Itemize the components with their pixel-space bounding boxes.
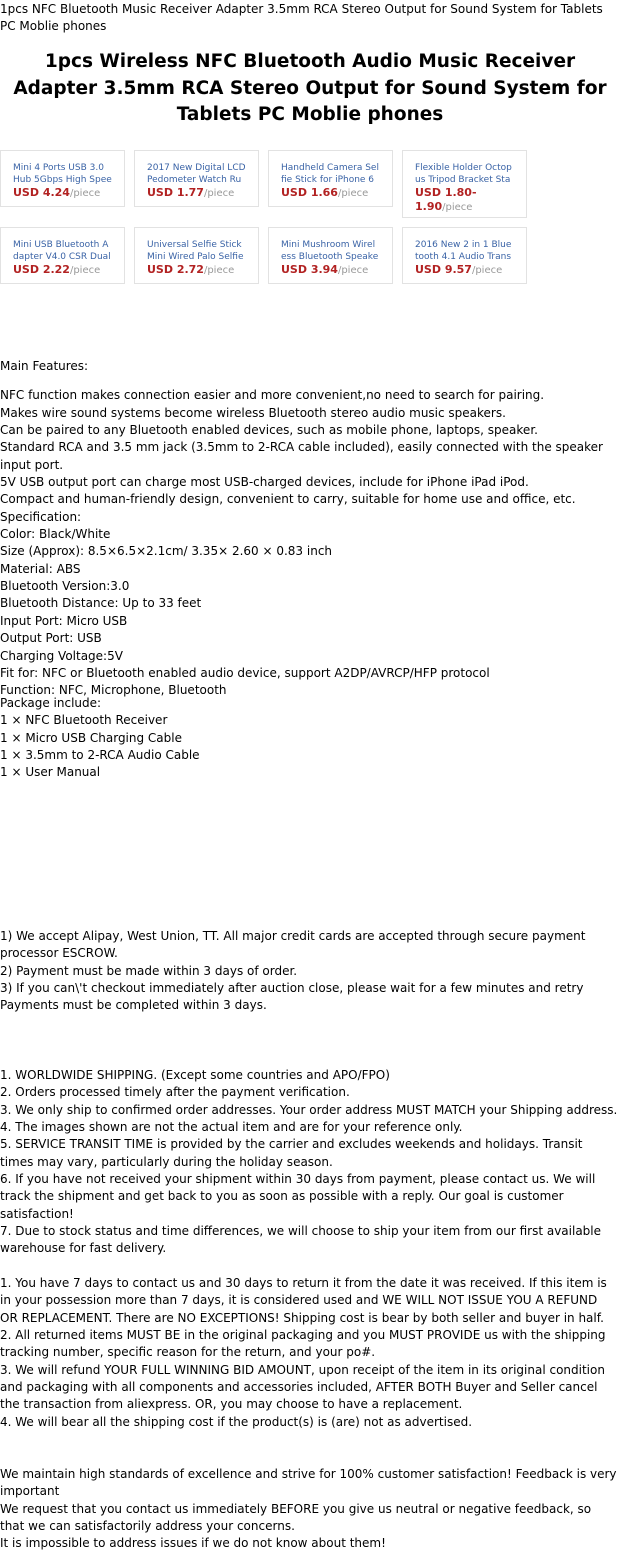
package-item: 1 × 3.5mm to 2-RCA Audio Cable [0,748,200,763]
feature-line: Standard RCA and 3.5 mm jack (3.5mm to 2-RCA cable included), easily connected with the speaker input port. [0,440,603,472]
product-name-link[interactable]: 2016 New 2 in 1 Bluetooth 4.1 Audio Trans [415,240,512,262]
returns-line: 3. We will refund YOUR FULL WINNING BID AMOUNT, upon receipt of the item in its original condition and packaging with all components and accessories included, AFTER BOTH Buyer and Seller cancel the transaction from aliexpress. OR, you may choose to have a replacement. [0,1362,605,1412]
product-price: USD 1.80-1.90 [415,186,477,213]
product-name-link[interactable]: Mini USB Bluetooth Adapter V4.0 CSR Dual [13,240,111,262]
features-heading: Main Features: [0,359,89,373]
price-unit: /piece [337,188,369,199]
product-name-link[interactable]: Handheld Camera Selfie Stick for iPhone 6 [281,163,379,185]
spec-line: Charging Voltage:5V [0,648,123,663]
related-product-tile[interactable] [268,150,393,207]
related-product-tile[interactable] [402,227,527,284]
page-title: 1pcs Wireless NFC Bluetooth Audio Music Receiver Adapter 3.5mm RCA Stereo Output for Sound System for Tablets PC Moblie phones [13,51,607,125]
spec-line: Color: Black/White [0,527,111,542]
feature-line: Can be paired to any Bluetooth enabled devices, such as mobile phone, laptops, speaker. [0,423,538,438]
product-price: USD 1.77 [147,186,204,199]
payment-line: 1) We accept Alipay, West Union, TT. All major credit cards are accepted through secure payment processor ESCROW. [0,929,586,961]
product-name-link[interactable]: Mini 4 Ports USB 3.0 Hub 5Gbps High Spee [13,163,112,185]
related-product-tile[interactable] [0,150,125,207]
spec-line: Input Port: Micro USB [0,613,128,628]
package-item: 1 × NFC Bluetooth Receiver [0,713,168,728]
returns-line: 1. You have 7 days to contact us and 30 days to return it from the date it was received. If this item is in your possession more than 7 days, it is considered used and WE WILL NOT ISSUE YOU A REFUND OR REPLACEMENT. There are NO EXCEPTIONS! Shipping cost is bear by both seller and buyer in half. [0,1276,607,1325]
payment-line: 2) Payment must be made within 3 days of order. [0,963,298,978]
shipping-section [0,1067,618,1258]
related-product-tile[interactable] [268,227,393,284]
feedback-section [0,1466,618,1553]
related-product-tile[interactable] [134,227,259,284]
shipping-line: 3. We only ship to confirmed order addresses. Your order address MUST MATCH your Shipping address. [0,1102,618,1117]
feedback-line: We request that you contact us immediately BEFORE you give us neutral or negative feedback, so that we can satisfactorily address your concerns. [0,1501,592,1534]
spec-line: Size (Approx): 8.5×6.5×2.1cm/ 3.35× 2.60 × 0.83 inch [0,544,333,559]
product-price: USD 4.24 [13,186,70,199]
spec-line: Output Port: USB [0,631,102,646]
feature-line: Makes wire sound systems become wireless Bluetooth stereo audio music speakers. [0,405,506,420]
product-name-link[interactable]: Flexible Holder Octopus Tripod Bracket Sta [415,163,512,185]
package-item: 1 × Micro USB Charging Cable [0,730,182,745]
product-name-link[interactable]: Mini Mushroom Wireless Bluetooth Speake [281,240,379,262]
shipping-line: 7. Due to stock status and time differences, we will choose to ship your item from our first available warehouse for fast delivery. [0,1224,602,1256]
spec-line: Bluetooth Version:3.0 [0,579,130,594]
shipping-line: 6. If you have not received your shipment within 30 days from payment, please contact us. We will track the shipment and get back to you as soon as possible with a reply. Our goal is customer satisfaction! [0,1172,596,1221]
spec-line: Material: ABS [0,561,81,576]
product-price: USD 1.66 [281,186,338,199]
spec-line: Function: NFC, Microphone, Bluetooth [0,683,227,698]
feedback-line: We maintain high standards of excellence and strive for 100% customer satisfaction! Feedback is very important [0,1467,617,1499]
price-unit: /piece [203,188,235,199]
package-item: 1 × User Manual [0,765,101,780]
shipping-line: 1. WORLDWIDE SHIPPING. (Except some countries and APO/FPO) [0,1068,390,1082]
product-price: USD 2.72 [147,263,204,276]
price-unit: /piece [442,202,473,213]
price-unit: /piece [337,265,369,276]
product-price: USD 2.22 [13,263,70,276]
related-product-tile[interactable] [134,150,259,207]
product-subtitle: 1pcs NFC Bluetooth Music Receiver Adapter 3.5mm RCA Stereo Output for Sound System for Tablets PC Moblie phones [0,2,603,33]
product-name-link[interactable]: 2017 New Digital LCD Pedometer Watch Ru [147,163,246,185]
shipping-line: 5. SERVICE TRANSIT TIME is provided by the carrier and excludes weekends and holidays. Transit times may vary, particularly during the holiday season. [0,1137,583,1169]
returns-line: 4. We will bear all the shipping cost if the product(s) is (are) not as advertised. [0,1414,473,1429]
price-unit: /piece [69,188,101,199]
returns-section [0,1275,618,1431]
price-unit: /piece [69,265,101,276]
package-heading: Package include: [0,696,102,710]
feature-line: Compact and human-friendly design, convenient to carry, suitable for home use and office, etc. [0,492,576,507]
spec-line: Bluetooth Distance: Up to 33 feet [0,596,202,611]
product-price: USD 3.94 [281,263,338,276]
feature-line: 5V USB output port can charge most USB-charged devices, include for iPhone iPad iPod. [0,475,529,490]
package-section [0,695,618,782]
payment-line: 3) If you can\'t checkout immediately after auction close, please wait for a few minutes and retry Payments must be completed within 3 days. [0,981,584,1013]
feature-line: NFC function makes connection easier and more convenient,no need to search for pairing. [0,388,545,403]
payment-section [0,928,618,1015]
product-price: USD 9.57 [415,263,472,276]
price-unit: /piece [203,265,235,276]
features-section [0,358,618,700]
feedback-line: It is impossible to address issues if we do not know about them! [0,1536,386,1551]
related-product-tile[interactable] [0,227,125,284]
returns-line: 2. All returned items MUST BE in the original packaging and you MUST PROVIDE us with the shipping tracking number, specific reason for the return, and your po#. [0,1328,606,1360]
spec-heading: Specification: [0,509,82,524]
product-name-link[interactable]: Universal Selfie Stick Mini Wired Palo Selfie [147,240,244,262]
related-product-tile[interactable] [402,150,527,218]
shipping-line: 2. Orders processed timely after the payment verification. [0,1085,350,1100]
shipping-line: 4. The images shown are not the actual item and are for your reference only. [0,1120,463,1135]
spec-line: Fit for: NFC or Bluetooth enabled audio device, support A2DP/AVRCP/HFP protocol [0,665,490,680]
price-unit: /piece [471,265,503,276]
